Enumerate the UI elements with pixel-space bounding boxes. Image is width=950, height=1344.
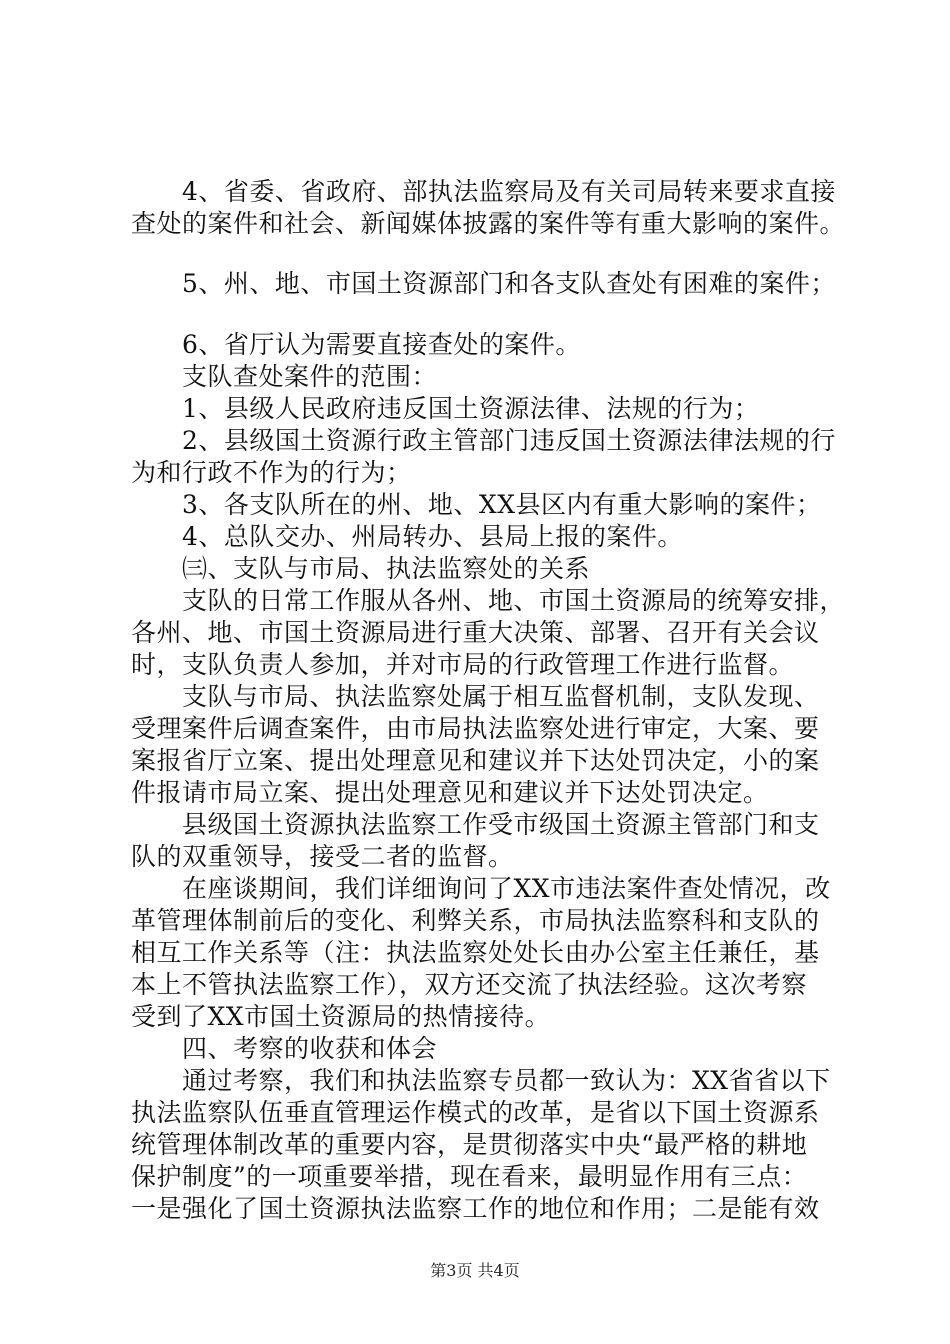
text-line: 3、各支队所在的州、地、XX县区内有重大影响的案件； (131, 490, 822, 519)
text-line: 查处的案件和社会、新闻媒体披露的案件等有重大影响的案件。 (131, 209, 846, 238)
text-line: 统管理体制改革的重要内容，是贯彻落实中央“最严格的耕地 (131, 1130, 808, 1159)
text-line: 案报省厅立案、提出处理意见和建议并下达处罚决定，小的案 (131, 746, 820, 775)
text-line: 6、省厅认为需要直接查处的案件。 (131, 330, 581, 359)
text-line: 通过考察，我们和执法监察专员都一致认为：XX省省以下 (131, 1066, 831, 1095)
text-line: 相互工作关系等（注：执法监察处处长由办公室主任兼任，基 (131, 938, 820, 967)
section-heading: ㈢、支队与市局、执法监察处的关系 (131, 554, 591, 583)
text-line: 为和行政不作为的行为； (131, 458, 412, 487)
text-line: 一是强化了国土资源执法监察工作的地位和作用；二是能有效 (131, 1194, 820, 1223)
text-line: 在座谈期间，我们详细询问了XX市违法案件查处情况，改 (131, 874, 831, 903)
text-line: 各州、地、市国土资源局进行重大决策、部署、召开有关会议 (131, 618, 820, 647)
text-line: 支队的日常工作服从各州、地、市国土资源局的统筹安排， (131, 586, 846, 615)
text-line: 4、总队交办、州局转办、县局上报的案件。 (131, 522, 683, 551)
text-line: 支队查处案件的范围： (131, 362, 438, 391)
page-number-footer: 第3页 共4页 (430, 1261, 520, 1280)
text-line: 保护制度”的一项重要举措，现在看来，最明显作用有三点： (131, 1162, 808, 1191)
text-line: 4、省委、省政府、部执法监察局及有关司局转来要求直接 (131, 177, 836, 206)
text-line: 件报请市局立案、提出处理意见和建议并下达处罚决定。 (131, 778, 769, 807)
text-line: 受理案件后调查案件，由市局执法监察处进行审定，大案、要 (131, 714, 820, 743)
text-line: 县级国土资源执法监察工作受市级国土资源主管部门和支 (131, 810, 820, 839)
text-line: 1、县级人民政府违反国土资源法律、法规的行为； (131, 394, 760, 423)
text-line: 支队与市局、执法监察处属于相互监督机制，支队发现、 (131, 682, 820, 711)
text-line: 革管理体制前后的变化、利弊关系，市局执法监察科和支队的 (131, 906, 820, 935)
text-line: 执法监察队伍垂直管理运作模式的改革，是省以下国土资源系 (131, 1098, 820, 1127)
text-line: 时，支队负责人参加，并对市局的行政管理工作进行监督。 (131, 650, 795, 679)
section-heading: 四、考察的收获和体会 (131, 1034, 438, 1063)
text-line: 5、州、地、市国土资源部门和各支队查处有困难的案件； (131, 269, 836, 298)
text-line: 受到了XX市国土资源局的热情接待。 (131, 1002, 551, 1031)
text-line: 本上不管执法监察工作），双方还交流了执法经验。这次考察 (131, 970, 808, 999)
text-line: 2、县级国土资源行政主管部门违反国土资源法律法规的行 (131, 426, 836, 455)
text-line: 队的双重领导，接受二者的监督。 (131, 842, 514, 871)
